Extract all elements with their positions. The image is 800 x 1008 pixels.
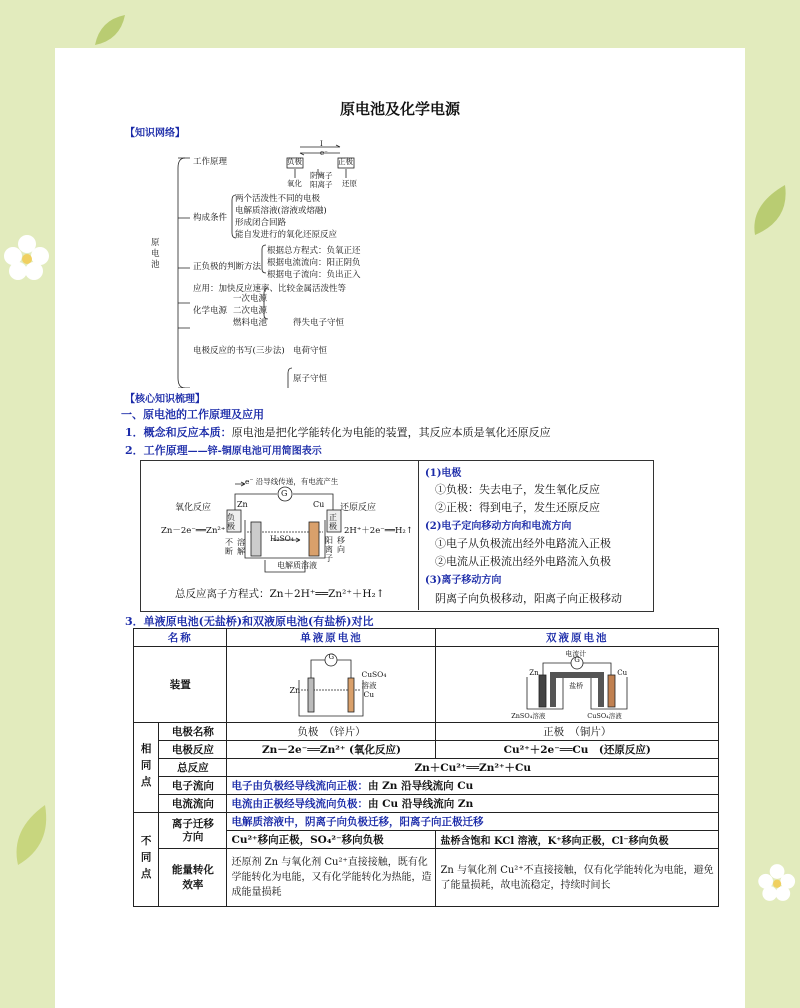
core-knowledge-label: 【核心知识梳理】	[125, 394, 205, 405]
leaf-decoration-icon	[90, 10, 130, 50]
ion-move-double: 盐桥含饱和 KCl 溶液，K⁺移向正极，Cl⁻移向负极	[436, 831, 719, 849]
ion-move-single: Cu²⁺移向正极，SO₄²⁻移向负极	[227, 831, 436, 849]
page-title: 原电池及化学电源	[339, 100, 460, 118]
negative-electrode-label: 负极	[227, 513, 235, 531]
efficiency-key-2: 效率	[182, 878, 204, 891]
double-g: G	[574, 655, 580, 664]
single-solution: 溶液	[361, 680, 377, 690]
positive-electrode-label: 正极	[329, 513, 337, 531]
judge-3: 根据电子流向：负出正入	[267, 270, 361, 280]
total-reaction-key: 总反应	[159, 759, 227, 777]
single-cu: Cu	[363, 689, 375, 699]
judge-label: 正负极的判断方法	[193, 262, 262, 272]
electrode-reaction-single: Zn－2e⁻══Zn²⁺ (氧化反应)	[227, 741, 436, 759]
diagram-top-label: e⁻ 沿导线传递，有电流产生	[245, 477, 339, 486]
double-right-solution: CuSO₄溶液	[587, 711, 622, 720]
note-1-heading: (1)电极	[425, 468, 462, 479]
ion-move-common: 电解质溶液中，阴离子向负极迁移，阳离子向正极迁移	[227, 813, 719, 831]
condition-4: 能自发进行的氧化还原反应	[235, 230, 338, 240]
knowledge-network-label: 【知识网络】	[125, 128, 185, 139]
header-single-cell: 单液原电池	[227, 629, 436, 647]
double-zn: Zn	[529, 668, 539, 677]
continuously-label: 不断	[225, 538, 233, 556]
single-cuso4: CuSO₄	[361, 669, 387, 679]
single-g: G	[328, 652, 335, 661]
note-1-a: ①负极：失去电子，发生氧化反应	[435, 483, 600, 496]
leaf-decoration-icon	[745, 180, 795, 240]
leaf-decoration-icon	[10, 800, 55, 870]
electron-flow-value-2: 由 Zn 沿导线流向 Cu	[367, 780, 474, 792]
neg-box: 负极	[287, 157, 302, 166]
overall-equation: 总反应离子方程式：Zn＋2H⁺══Zn²⁺＋H₂↑	[175, 588, 385, 600]
source-1: 一次电源	[233, 294, 268, 304]
flower-decoration-icon	[0, 230, 55, 285]
sulfuric-acid-label: H₂SO₄	[270, 534, 294, 543]
note-2-heading: (2)电子定向移动方向和电流方向	[425, 521, 572, 532]
source-3: 燃料电池	[233, 318, 268, 328]
single-zn: Zn	[289, 685, 301, 695]
electrode-reaction-key: 电极反应	[159, 741, 227, 759]
electrode-name-key: 电极名称	[159, 723, 227, 741]
header-double-cell: 双液原电池	[436, 629, 719, 647]
section-heading-1: 一、原电池的工作原理及应用	[121, 408, 264, 421]
condition-1: 两个活泼性不同的电极	[235, 194, 321, 204]
cation-label: 阳离子	[310, 180, 333, 189]
efficiency-single: 还原剂 Zn 与氧化剂 Cu²⁺直接接触，既有化学能转化为电能，又有化学能转化为热能，造成能量损耗	[227, 849, 436, 907]
header-name: 名称	[134, 629, 227, 647]
judge-2: 根据电流流向：阳正阴负	[267, 258, 361, 268]
judge-1: 根据总方程式：负氧正还	[267, 246, 361, 256]
current-flow-key: 电流流向	[159, 795, 227, 813]
note-1-b: ②正极：得到电子，发生还原反应	[435, 501, 600, 514]
document-page	[55, 48, 745, 1008]
paragraph-1-heading: 1．概念和反应本质：	[125, 426, 232, 439]
network-root: 原电池	[151, 238, 160, 270]
dissolve-label: 溶解	[237, 538, 245, 556]
writing-3: 原子守恒	[293, 374, 328, 384]
electrode-reaction-double: Cu²⁺＋2e⁻══Cu (还原反应)	[436, 741, 719, 759]
paragraph-2-heading: 2．工作原理	[125, 444, 188, 457]
ion-move-key-1: 离子迁移	[171, 817, 214, 830]
paragraph-2-tail: ——锌-铜原电池可用简图表示	[187, 446, 322, 457]
device-label: 装置	[134, 647, 227, 723]
electron-flow-key: 电子流向	[159, 777, 227, 795]
current-flow-value-2: 由 Cu 沿导线流向 Zn	[367, 798, 474, 810]
efficiency-key-1: 能量转化	[171, 863, 214, 876]
flower-decoration-icon	[755, 860, 800, 905]
galvanometer-label: G	[281, 489, 288, 498]
note-3-a: 阴离子向负极移动，阳离子向正极移动	[435, 592, 622, 605]
reduction-reaction-label: 还原反应	[340, 503, 377, 513]
current-flow-value-1: 电流由正极经导线流向负极：	[231, 798, 368, 810]
different-points-label: 不同点	[134, 813, 159, 907]
double-cu: Cu	[617, 668, 628, 677]
oxidation-label: 氧化	[287, 179, 302, 188]
same-points-label: 相同点	[134, 723, 159, 813]
oxidation-reaction-label: 氧化反应	[175, 503, 212, 513]
cation-move-label: 阳离子	[325, 536, 333, 563]
double-cell-image	[436, 647, 719, 723]
construction-label: 构成条件	[193, 213, 228, 223]
current-label: I	[320, 140, 323, 148]
double-left-solution: ZnSO₄溶液	[511, 711, 546, 720]
note-3-heading: (3)离子移动方向	[425, 575, 502, 586]
double-meter: 电流计	[565, 649, 587, 658]
pos-box: 正极	[338, 157, 353, 166]
move-label: 移向	[337, 536, 345, 554]
application-label: 应用：加快反应速率、比较金属活泼性等	[193, 284, 347, 294]
box-divider	[418, 460, 419, 610]
reduction-label: 还原	[342, 179, 357, 188]
zinc-label: Zn	[237, 500, 248, 509]
paragraph-1-body: 原电池是把化学能转化为电能的装置，其反应本质是氧化还原反应	[231, 426, 551, 439]
note-2-b: ②电流从正极流出经外电路流入负极	[435, 555, 611, 568]
writing-1: 得失电子守恒	[293, 318, 345, 328]
electrode-name-double: 正极 （铜片）	[436, 723, 719, 741]
electron-flow-value-1: 电子由负极经导线流向正极：	[231, 780, 368, 792]
ion-move-key-2: 方向	[182, 830, 204, 843]
writing-2: 电荷守恒	[293, 346, 328, 356]
source-2: 二次电源	[233, 306, 268, 316]
electrode-name-single: 负极 （锌片）	[227, 723, 436, 741]
writing-label: 电极反应的书写(三步法)	[193, 346, 285, 356]
paragraph-3-heading: 3．单液原电池(无盐桥)和双液原电池(有盐桥)对比	[125, 615, 374, 628]
right-half-equation: 2H⁺＋2e⁻══H₂↑	[344, 526, 413, 536]
efficiency-double: Zn 与氧化剂 Cu²⁺不直接接触，仅有化学能转化为电能，避免了能量损耗，故电流稳定，持续时间长	[436, 849, 719, 907]
double-bridge: 盐桥	[569, 681, 584, 690]
electrolyte-label: 电解质溶液	[277, 561, 317, 570]
anion-label: 阴离子	[310, 171, 333, 180]
note-2-a: ①电子从负极流出经外电路流入正极	[435, 537, 611, 550]
chem-source-label: 化学电源	[193, 306, 228, 316]
condition-2: 电解质溶液(溶液或熔融)	[235, 206, 327, 216]
total-reaction-value: Zn＋Cu²⁺══Zn²⁺＋Cu	[227, 759, 719, 777]
copper-label: Cu	[313, 500, 325, 509]
single-cell-image	[227, 647, 436, 723]
left-half-equation: Zn－2e⁻══Zn²⁺	[161, 526, 226, 536]
comparison-table	[133, 628, 719, 907]
working-principle: 工作原理	[193, 157, 228, 167]
condition-3: 形成闭合回路	[235, 218, 287, 228]
electron-label: e⁻	[320, 149, 328, 157]
